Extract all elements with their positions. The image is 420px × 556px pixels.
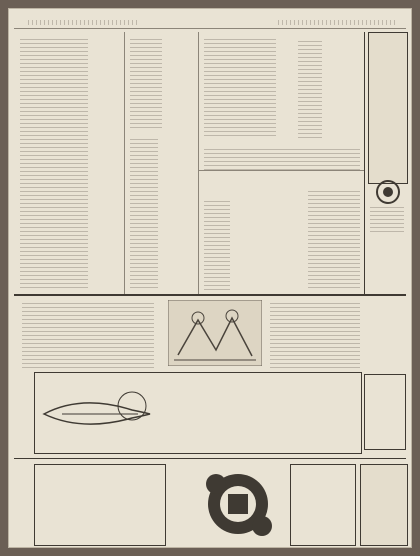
left-body (20, 38, 88, 288)
right-ad-box (364, 374, 406, 450)
lead-body (204, 146, 360, 170)
ad-text-left (22, 300, 154, 368)
air-rule (198, 170, 364, 171)
ad-text-right (270, 300, 360, 368)
illustration (168, 300, 262, 366)
dateline-body (130, 138, 158, 288)
rice-body (308, 188, 360, 288)
newspaper-page (8, 8, 412, 548)
lead-deck (298, 38, 322, 138)
asada-ad (34, 464, 166, 546)
masthead-fine (370, 206, 404, 232)
floral-ad (194, 464, 282, 544)
lead-body-left (204, 36, 276, 136)
air-body (204, 198, 230, 290)
column-rule (364, 32, 365, 294)
top-rule (14, 28, 406, 29)
glasses-ad (360, 464, 408, 546)
section-rule (14, 294, 406, 296)
column-rule (124, 32, 125, 294)
banner-illustration (42, 384, 152, 442)
column-rule (198, 32, 199, 294)
header-fine-print-right (278, 20, 398, 25)
header-fine-print (28, 20, 138, 25)
masthead-box (368, 32, 408, 184)
hoover-body (130, 38, 162, 128)
emblem-icon (376, 180, 400, 204)
bottom-rule (14, 458, 406, 459)
gekiyaku-ad (290, 464, 356, 546)
